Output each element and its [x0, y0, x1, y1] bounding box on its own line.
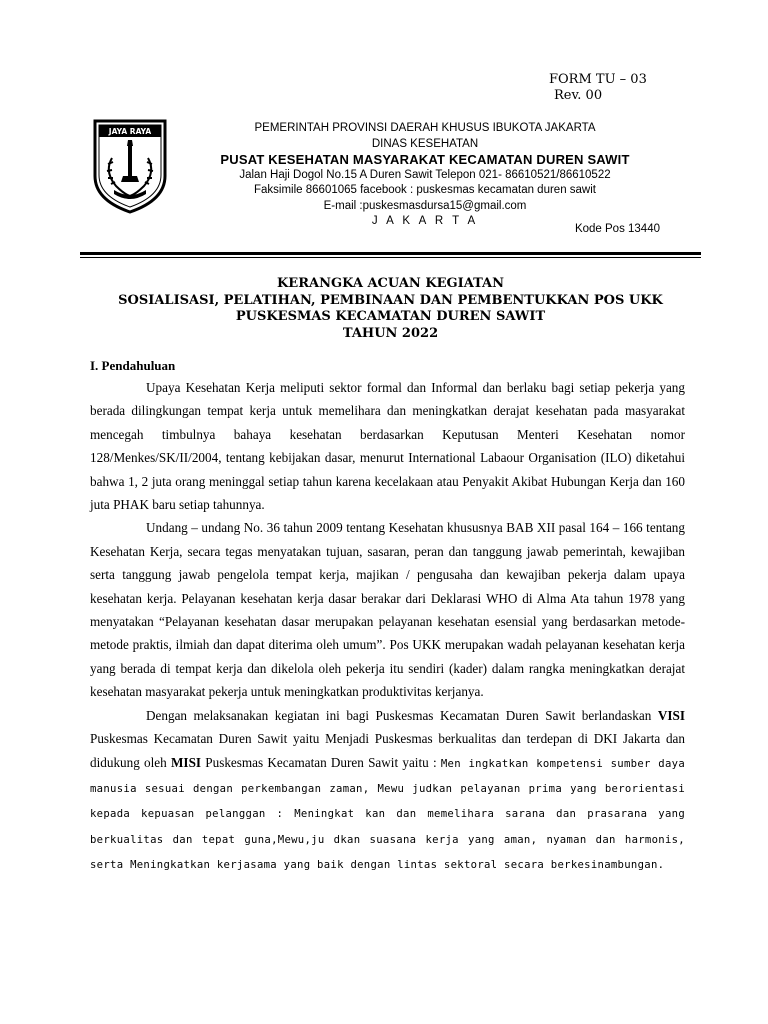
- title-line-4: TAHUN 2022: [342, 325, 439, 341]
- paragraph-3-text-c: Puskesmas Kecamatan Duren Sawit yaitu :: [201, 754, 441, 770]
- letterhead-divider-thick: [80, 252, 701, 255]
- paragraph-3-text-b: Puskesmas Kecamatan Duren Sawit yaitu Menjadi Puskesmas berkualitas dan terdepan di DKI Jakarta dan didukung oleh: [90, 731, 685, 770]
- title-line-2: SOSIALISASI, PELATIHAN, PEMBINAAN DAN PEMBENTUKKAN POS UKK: [118, 292, 663, 308]
- jaya-raya-logo: [90, 118, 170, 214]
- paragraph-1: Upaya Kesehatan Kerja meliputi sektor formal dan Informal dan berlaku bagi setiap pekerja yang berada dilingkungan tempat kerja untuk memelihara dan meningkatkan derajat kesehatan pada masyarakat mencegah timbulnya bahaya kesehatan berdasarkan Keputusan Menteri Kesehatan nomor 128/Menkes/SK/II/2004, tentang kebijakan dasar, menurut International Labaour Organisation (ILO) diketahui bahwa 1, 2 juta orang meninggal setiap tahun karena kecelakaan atau Penyakit Akibat Hubungan Kerja dan 160 juta PHAK baru setiap tahunnya.: [90, 380, 685, 513]
- paragraph-3-text-a: Dengan melaksanakan kegiatan ini bagi Puskesmas Kecamatan Duren Sawit berlandaskan: [146, 707, 658, 723]
- postal-code: Kode Pos 13440: [574, 223, 660, 235]
- letterhead-email: E-mail :puskesmasdursa15@gmail.com: [323, 199, 527, 212]
- form-code: FORM TU – 03: [549, 72, 647, 87]
- letterhead-divider-thin: [80, 257, 701, 258]
- misi-text: Men ingkatkan kompetensi sumber daya manusia sesuai dengan perkembangan zaman, Mewu judkan pelayanan prima yang berorientasi kepada kepuasan pelanggan : Meningkat kan dan memelihara sarana dan prasarana yang berkualitas dan tepat guna,Mewu,ju dkan suasana kerja yang aman, nyaman dan harmonis, serta Meningkatkan kerjasama yang baik dengan lintas sektoral secara berkesinambungan.: [90, 757, 685, 872]
- letterhead-institution: PUSAT KESEHATAN MASYARAKAT KECAMATAN DUREN SAWIT: [220, 152, 630, 167]
- section-heading: I. Pendahuluan: [90, 358, 176, 373]
- title-line-1: KERANGKA ACUAN KEGIATAN: [276, 276, 505, 291]
- title-line-3: PUSKESMAS KECAMATAN DUREN SAWIT: [235, 309, 546, 324]
- document-body: [90, 376, 685, 878]
- letterhead-government: PEMERINTAH PROVINSI DAERAH KHUSUS IBUKOTA JAKARTA: [254, 122, 596, 134]
- visi-label: VISI: [657, 707, 685, 723]
- letterhead: [180, 121, 670, 230]
- form-code-block: [549, 72, 647, 104]
- revision-number: Rev. 00: [554, 88, 603, 103]
- document-title: [80, 276, 701, 342]
- paragraph-2: Undang – undang No. 36 tahun 2009 tentang Kesehatan khususnya BAB XII pasal 164 – 166 tentang Kesehatan Kerja, secara tegas menyatakan tujuan, sasaran, peran dan tanggung jawab pemerintah, kewajiban serta tanggung jawab pengelola tempat kerja, majikan / pengusaha dan kewajiban pekerja dalam upaya kesehatan kerja. Pelayanan kesehatan kerja dasar berakar dari Deklarasi WHO di Alma Ata tahun 1978 yang menyatakan “Pelayanan kesehatan dasar merupakan pelayanan kesehatan esensial yang berdasarkan metode-metode praktis, ilmiah dan dapat diterima oleh umum”. Pos UKK merupakan wadah pelayanan kesehatan kerja yang berada di tempat kerja dan dikelola oleh pekerja itu sendiri (kader) dalam rangka meningkatkan derajat kesehatan masyarakat pekerja untuk meningkatkan produktivitas kerjanya.: [90, 520, 685, 700]
- paragraph-3: [90, 704, 685, 878]
- letterhead-city: J A K A R T A: [371, 215, 479, 227]
- logo-text: JAYA RAYA: [108, 127, 152, 136]
- misi-label: MISI: [170, 754, 202, 770]
- letterhead-address: Jalan Haji Dogol No.15 A Duren Sawit Telepon 021- 86610521/86610522: [239, 168, 611, 181]
- letterhead-fax: Faksimile 86601065 facebook : puskesmas kecamatan duren sawit: [254, 184, 596, 196]
- letterhead-department: DINAS KESEHATAN: [371, 137, 479, 150]
